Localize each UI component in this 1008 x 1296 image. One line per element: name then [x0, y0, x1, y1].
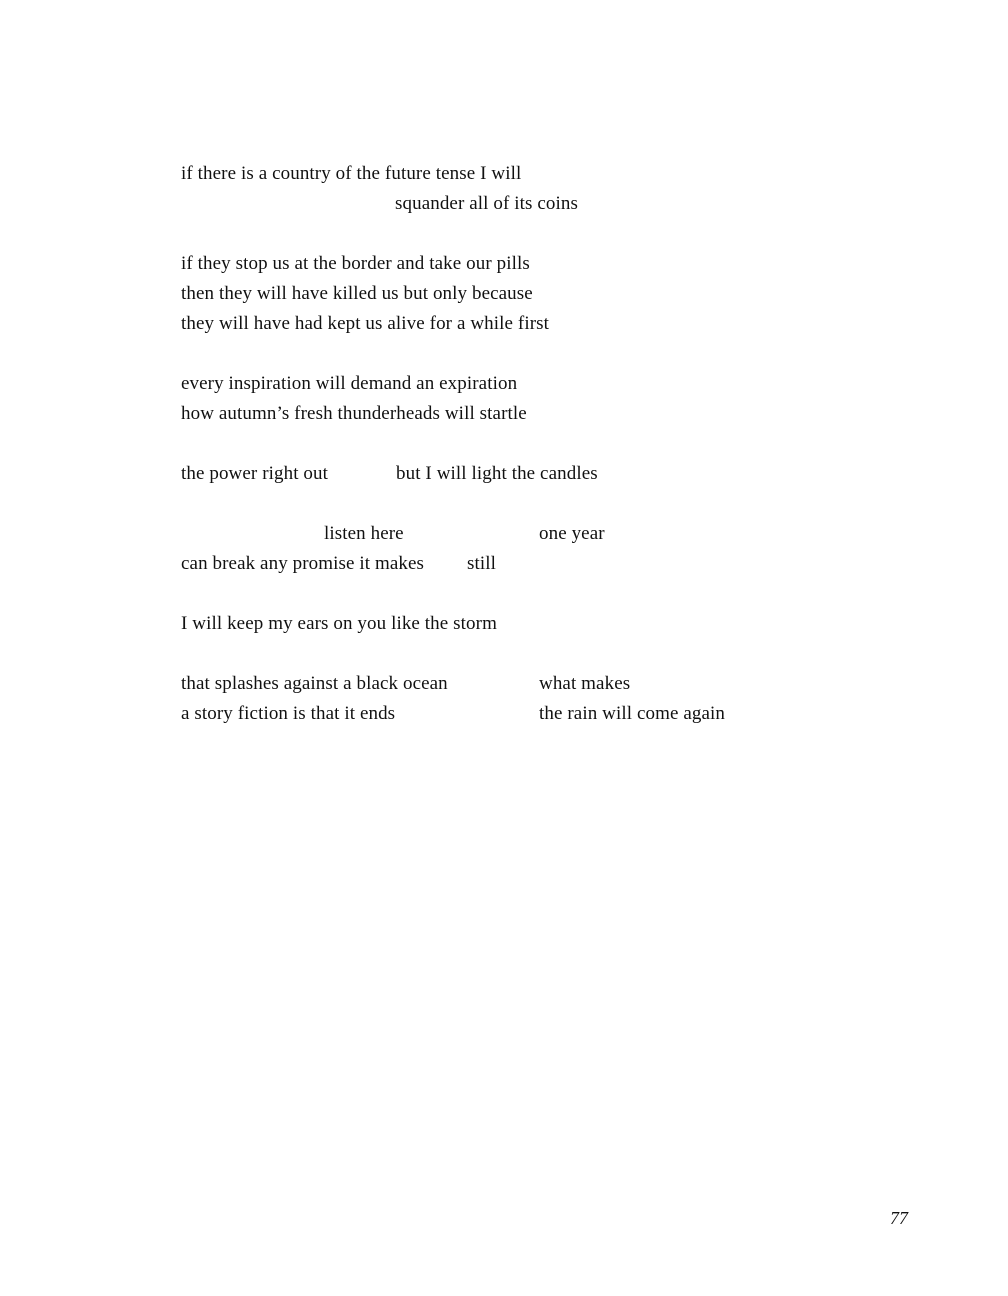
poem-line: how autumn’s fresh thunderheads will startle: [181, 403, 527, 424]
poem-line: listen here: [324, 523, 404, 544]
poem-line: what makes: [539, 673, 631, 694]
poem-line: every inspiration will demand an expiration: [181, 373, 518, 394]
poem-line: I will keep my ears on you like the storm: [181, 613, 497, 634]
page-number: 77: [890, 1208, 908, 1228]
poem-line: they will have had kept us alive for a while first: [181, 313, 550, 334]
poem-line: if there is a country of the future tense I will: [181, 163, 522, 184]
poem-line: the power right out: [181, 463, 329, 484]
poem-line: can break any promise it makes: [181, 553, 425, 574]
poem-line: if they stop us at the border and take our pills: [181, 253, 530, 274]
poem-line: but I will light the candles: [396, 463, 598, 484]
poem-line: squander all of its coins: [395, 193, 578, 214]
poem-line: a story fiction is that it ends: [181, 703, 396, 724]
poem-line: that splashes against a black ocean: [181, 673, 448, 694]
poem-line: then they will have killed us but only because: [181, 283, 533, 304]
poem-line: still: [467, 553, 497, 574]
poem-line: one year: [539, 523, 605, 544]
poem-line: the rain will come again: [539, 703, 725, 724]
